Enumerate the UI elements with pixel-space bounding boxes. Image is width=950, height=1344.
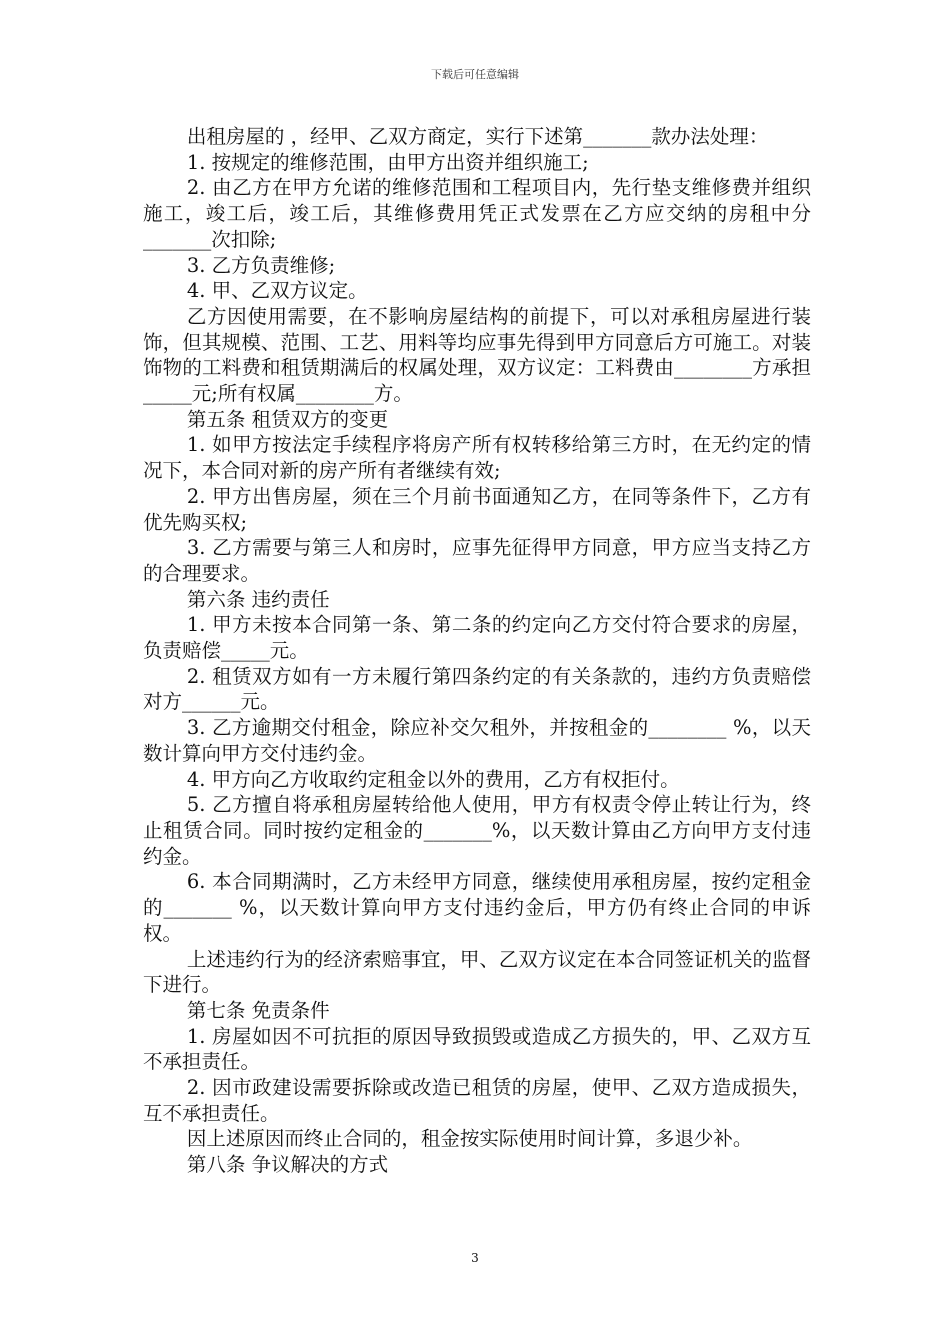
paragraph-article-6-claims: 上述违约行为的经济索赔事宜，甲、乙双方议定在本合同签证机关的监督下进行。 (143, 947, 811, 997)
paragraph-article-6-item-4: 4. 甲方向乙方收取约定租金以外的费用，乙方有权拒付。 (186, 767, 680, 791)
paragraph-article-7-item-1: 1. 房屋如因不可抗拒的原因导致损毁或造成乙方损失的，甲、乙双方互不承担责任。 (143, 1024, 811, 1074)
paragraph-article-6-item-5: 5. 乙方擅自将承租房屋转给他人使用，甲方有权责令停止转让行为，终止租赁合同。同时按约定租金的_______%，以天数计算由乙方向甲方支付违约金。 (143, 793, 811, 868)
paragraph-article-6-item-6: 6. 本合同期满时，乙方未经甲方同意，继续使用承租房屋，按约定租金的_______ %，以天数计算向甲方支付违约金后，甲方仍有终止合同的申诉权。 (143, 870, 811, 945)
paragraph-article-7-rent-settlement: 因上述原因而终止合同的，租金按实际使用时间计算，多退少补。 (186, 1127, 753, 1151)
section-heading-article-8: 第八条 争议解决的方式 (186, 1153, 389, 1177)
paragraph-article-6-item-3: 3. 乙方逾期交付租金，除应补交欠租外，并按租金的________ %，以天数计算向甲方交付违约金。 (143, 716, 811, 765)
paragraph-repair-option-1: 1. 按规定的维修范围，由甲方出资并组织施工; (186, 150, 589, 174)
paragraph-repair-method: 出租房屋的 ，经甲、乙双方商定，实行下述第_______款办法处理： (186, 125, 769, 148)
paragraph-repair-option-4: 4. 甲、乙双方议定。 (186, 279, 368, 303)
page-number: 3 (471, 1251, 479, 1265)
section-heading-article-6: 第六条 违约责任 (186, 587, 330, 611)
paragraph-repair-option-3: 3. 乙方负责维修; (186, 253, 336, 277)
paragraph-article-5-item-1: 1. 如甲方按法定手续程序将房产所有权转移给第三方时，在无约定的情况下，本合同对新的房产所有者继续有效; (143, 433, 811, 483)
document-body (143, 124, 811, 1178)
paragraph-repair-option-2: 2. 由乙方在甲方允诺的维修范围和工程项目内，先行垫支维修费并组织施工，竣工后，竣工后，其维修费用凭正式发票在乙方应交纳的房租中分_______次扣除; (143, 176, 811, 251)
paragraph-article-6-item-2: 2. 租赁双方如有一方未履行第四条约定的有关条款的，违约方负责赔偿对方______元。 (143, 664, 811, 714)
paragraph-decoration: 乙方因使用需要，在不影响房屋结构的前提下，可以对承租房屋进行装饰，但其规模、范围、工艺、用料等均应事先得到甲方同意后方可施工。对装饰物的工料费和租赁期满后的权属处理，双方议定：工料费由________方承担_____元;所有权属________方。 (143, 304, 811, 406)
paragraph-article-6-item-1: 1. 甲方未按本合同第一条、第二条的约定向乙方交付符合要求的房屋，负责赔偿_____元。 (143, 613, 811, 663)
paragraph-article-5-item-2: 2. 甲方出售房屋，须在三个月前书面通知乙方，在同等条件下，乙方有优先购买权; (143, 484, 811, 534)
section-heading-article-5: 第五条 租赁双方的变更 (186, 407, 389, 431)
section-heading-article-7: 第七条 免责条件 (186, 998, 330, 1022)
paragraph-article-5-item-3: 3. 乙方需要与第三人和房时，应事先征得甲方同意，甲方应当支持乙方的合理要求。 (143, 536, 811, 585)
page-header: 下载后可任意编辑 (431, 68, 519, 81)
paragraph-article-7-item-2: 2. 因市政建设需要拆除或改造已租赁的房屋，使甲、乙双方造成损失，互不承担责任。 (143, 1076, 811, 1125)
